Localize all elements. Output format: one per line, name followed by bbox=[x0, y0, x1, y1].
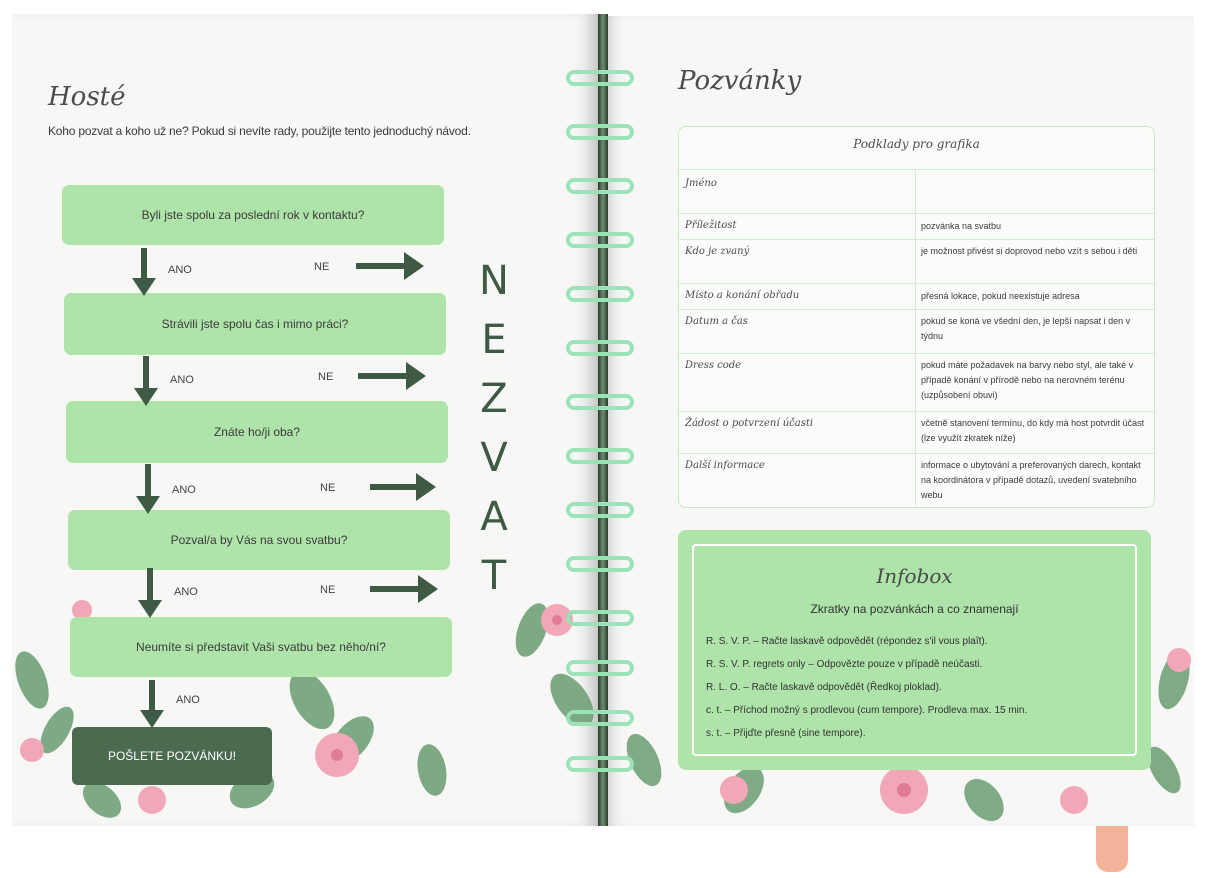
infobox-subtitle: Zkratky na pozvánkách a co znamenají bbox=[810, 602, 1019, 616]
no-label: NE bbox=[320, 482, 336, 494]
row-value: přesná lokace, pokud neexistuje adresa bbox=[921, 291, 1080, 301]
yes-label: ANO bbox=[176, 694, 200, 706]
table-row bbox=[679, 169, 1154, 214]
spiral-ring bbox=[566, 660, 634, 676]
table-row bbox=[679, 239, 1154, 284]
table-row bbox=[679, 411, 1154, 454]
spiral-ring bbox=[566, 502, 634, 518]
question-box-4: Pozval/a by Vás na svou svatbu? bbox=[68, 510, 450, 570]
infobox-title: Infobox bbox=[876, 564, 953, 588]
spiral-ring bbox=[566, 232, 634, 248]
spiral-ring bbox=[566, 448, 634, 464]
nezvat-letter: Z bbox=[480, 376, 508, 422]
table-row bbox=[679, 353, 1154, 412]
infobox-item: s. t. – Přijďte přesně (sine tempore). bbox=[706, 728, 866, 739]
right-page-heading: Pozvánky bbox=[678, 66, 802, 96]
infobox bbox=[678, 530, 1151, 770]
send-invitation-box: POŠLETE POZVÁNKU! bbox=[72, 727, 272, 785]
spiral-ring bbox=[566, 610, 634, 626]
infobox-item: R. S. V. P. regrets only – Odpovězte pouze v případě neúčasti. bbox=[706, 659, 983, 670]
designer-info-table bbox=[678, 126, 1155, 508]
spiral-ring bbox=[566, 124, 634, 140]
spiral-ring bbox=[566, 756, 634, 772]
question-box-2: Strávili jste spolu čas i mimo práci? bbox=[64, 293, 446, 355]
row-label: Kdo je zvaný bbox=[685, 246, 750, 257]
row-label: Příležitost bbox=[685, 220, 737, 231]
row-value: je možnost přivést si doprovod nebo vzít s sebou i děti bbox=[921, 246, 1138, 256]
row-value: pokud máte požadavek na barvy nebo styl, ale také v případě konání v přírodě nebo na nerovném terénu (uzpůsobení obuvi) bbox=[921, 360, 1134, 400]
spiral-ring bbox=[566, 178, 634, 194]
row-label: Místo a konání obřadu bbox=[685, 290, 800, 301]
nezvat-letter: T bbox=[481, 553, 507, 599]
infobox-item: R. L. O. – Račte laskavě odpovědět (Ředkoj ploklad). bbox=[706, 682, 942, 693]
row-label: Datum a čas bbox=[685, 316, 748, 327]
spiral-ring bbox=[566, 340, 634, 356]
table-row bbox=[679, 283, 1154, 310]
question-box-3: Znáte ho/ji oba? bbox=[66, 401, 448, 463]
infobox-item: R. S. V. P. – Račte laskavě odpovědět (répondez s'il vous plaît). bbox=[706, 636, 988, 647]
row-label: Jméno bbox=[685, 178, 717, 189]
table-title: Podklady pro grafika bbox=[853, 137, 980, 151]
row-value: včetně stanovení termínu, do kdy má host potvrdit účast (lze využít zkratek níže) bbox=[921, 418, 1145, 443]
spiral-ring bbox=[566, 556, 634, 572]
row-value: pozvánka na svatbu bbox=[921, 221, 1002, 231]
yes-label: ANO bbox=[174, 586, 198, 598]
spiral-ring bbox=[566, 70, 634, 86]
floral-decoration-left bbox=[12, 560, 598, 826]
yes-label: ANO bbox=[172, 484, 196, 496]
row-label: Další informace bbox=[685, 460, 765, 471]
nezvat-letter: N bbox=[479, 258, 509, 304]
table-row bbox=[679, 309, 1154, 354]
nezvat-letter: E bbox=[481, 317, 507, 363]
no-label: NE bbox=[314, 261, 330, 273]
row-label: Dress code bbox=[685, 360, 742, 371]
table-row bbox=[679, 453, 1154, 508]
spiral-ring bbox=[566, 710, 634, 726]
nezvat-vertical-text bbox=[478, 252, 510, 606]
row-value: pokud se koná ve všední den, je lepší napsat i den v týdnu bbox=[921, 316, 1131, 341]
question-box-1: Byli jste spolu za poslední rok v kontaktu? bbox=[62, 185, 444, 245]
spiral-ring bbox=[566, 286, 634, 302]
infobox-item: c. t. – Příchod možný s prodlevou (cum tempore). Prodleva max. 15 min. bbox=[706, 705, 1028, 716]
ribbon-bookmark bbox=[1096, 826, 1128, 872]
yes-label: ANO bbox=[170, 374, 194, 386]
nezvat-letter: A bbox=[480, 494, 508, 540]
nezvat-letter: V bbox=[480, 435, 508, 481]
no-label: NE bbox=[320, 584, 336, 596]
yes-label: ANO bbox=[168, 264, 192, 276]
spiral-ring bbox=[566, 394, 634, 410]
table-row bbox=[679, 213, 1154, 240]
no-label: NE bbox=[318, 371, 334, 383]
question-box-5: Neumíte si představit Vaši svatbu bez něho/ní? bbox=[70, 617, 452, 677]
row-label: Žádost o potvrzení účasti bbox=[685, 418, 814, 429]
intro-text: Koho pozvat a koho už ne? Pokud si nevíte rady, použijte tento jednoduchý návod. bbox=[48, 124, 471, 138]
left-page-heading: Hosté bbox=[48, 82, 126, 112]
row-value: informace o ubytování a preferovaných darech, kontakt na koordinátora v případě dotazů, uvedení svatebního webu bbox=[921, 460, 1141, 500]
